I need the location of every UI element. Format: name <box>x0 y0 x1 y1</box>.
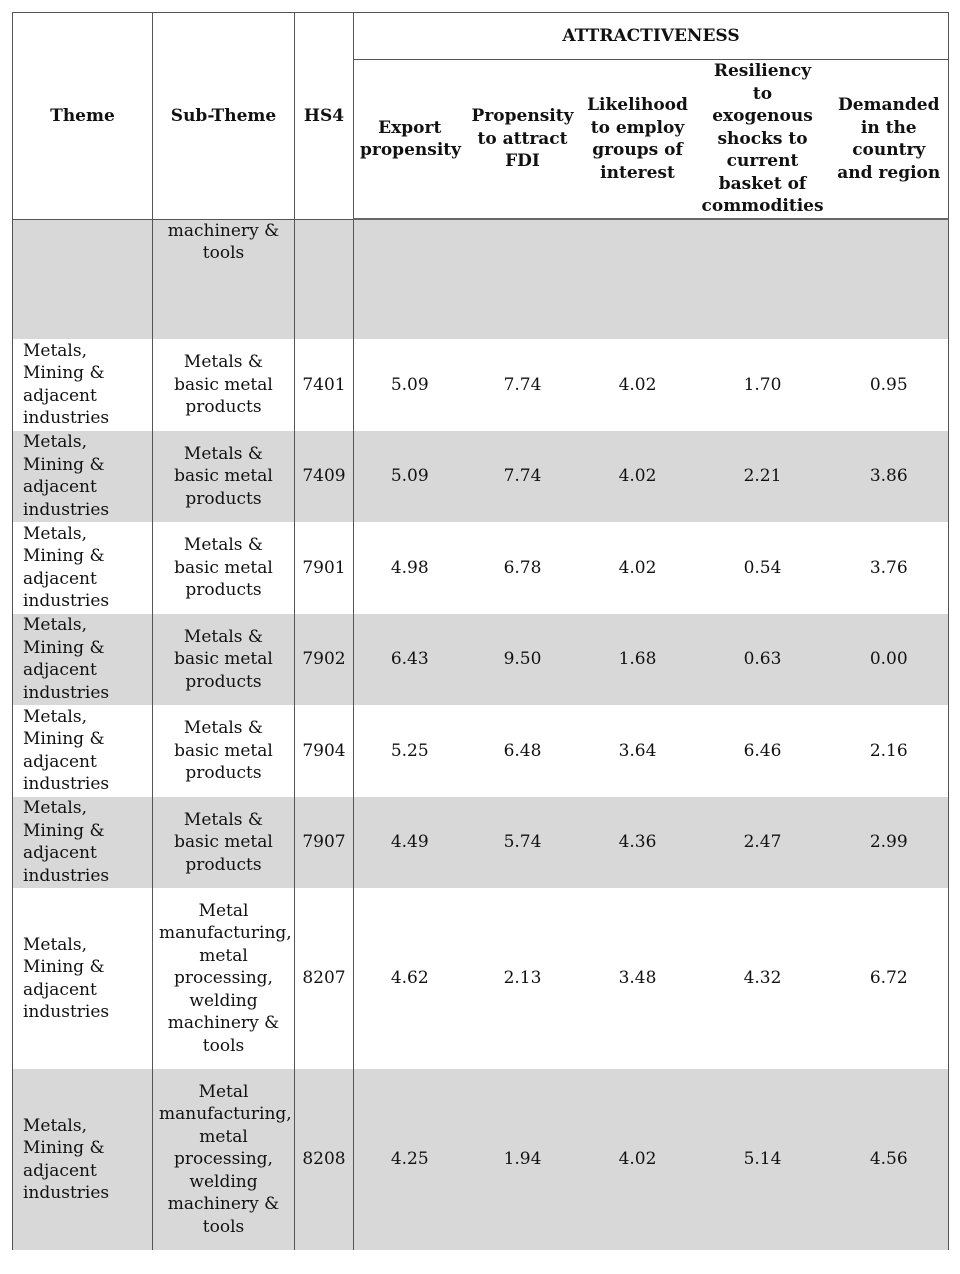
table-row <box>13 431 949 523</box>
cell-fdi: 7.74 <box>466 431 580 523</box>
cell-fdi <box>466 219 580 339</box>
table-row <box>13 614 949 706</box>
cell-theme: Metals, Mining & adjacent industries <box>13 339 153 431</box>
cell-resiliency: 6.46 <box>696 705 830 797</box>
table-row <box>13 522 949 614</box>
cell-sub-theme: Metal manufacturing, metal processing, welding machinery & tools <box>153 888 295 1069</box>
cell-export <box>354 219 466 339</box>
cell-demanded: 0.00 <box>830 614 949 706</box>
cell-demanded <box>830 219 949 339</box>
cell-demanded: 2.99 <box>830 797 949 889</box>
cell-resiliency: 5.14 <box>696 1069 830 1250</box>
cell-fdi: 5.74 <box>466 797 580 889</box>
cell-export: 4.98 <box>354 522 466 614</box>
header-theme: Theme <box>13 13 153 220</box>
table-row <box>13 797 949 889</box>
cell-demanded: 4.56 <box>830 1069 949 1250</box>
table-row-continuation <box>13 219 949 339</box>
cell-demanded: 3.76 <box>830 522 949 614</box>
cell-resiliency: 0.63 <box>696 614 830 706</box>
cell-fdi: 1.94 <box>466 1069 580 1250</box>
header-sub-theme: Sub-Theme <box>153 13 295 220</box>
cell-fdi: 9.50 <box>466 614 580 706</box>
cell-fdi: 2.13 <box>466 888 580 1069</box>
header-export-propensity: Export propensity <box>354 60 466 220</box>
header-hs4: HS4 <box>295 13 354 220</box>
header-propensity-fdi: Propensity to attract FDI <box>466 60 580 220</box>
cell-employ: 3.64 <box>580 705 696 797</box>
cell-sub-theme: machinery & tools <box>153 219 295 339</box>
cell-export: 5.25 <box>354 705 466 797</box>
cell-hs4: 8207 <box>295 888 354 1069</box>
cell-resiliency: 2.21 <box>696 431 830 523</box>
attractiveness-table <box>12 12 949 1250</box>
cell-sub-theme: Metals & basic metal products <box>153 614 295 706</box>
cell-theme: Metals, Mining & adjacent industries <box>13 797 153 889</box>
cell-theme: Metals, Mining & adjacent industries <box>13 888 153 1069</box>
table-row <box>13 705 949 797</box>
cell-hs4 <box>295 219 354 339</box>
cell-hs4: 7902 <box>295 614 354 706</box>
table-row <box>13 1069 949 1250</box>
header-likelihood-employ: Likelihood to employ groups of interest <box>580 60 696 220</box>
cell-employ <box>580 219 696 339</box>
cell-export: 4.25 <box>354 1069 466 1250</box>
cell-demanded: 3.86 <box>830 431 949 523</box>
header-demanded: Demanded in the country and region <box>830 60 949 220</box>
cell-theme: Metals, Mining & adjacent industries <box>13 522 153 614</box>
cell-theme: Metals, Mining & adjacent industries <box>13 705 153 797</box>
header-attractiveness: ATTRACTIVENESS <box>354 13 949 60</box>
cell-demanded: 6.72 <box>830 888 949 1069</box>
cell-demanded: 0.95 <box>830 339 949 431</box>
cell-export: 5.09 <box>354 339 466 431</box>
cell-sub-theme: Metals & basic metal products <box>153 339 295 431</box>
cell-employ: 4.02 <box>580 431 696 523</box>
cell-hs4: 7409 <box>295 431 354 523</box>
cell-resiliency: 1.70 <box>696 339 830 431</box>
cell-fdi: 6.78 <box>466 522 580 614</box>
header-resiliency: Resiliency to exogenous shocks to current basket of commodities <box>696 60 830 220</box>
cell-hs4: 7907 <box>295 797 354 889</box>
cell-sub-theme: Metals & basic metal products <box>153 705 295 797</box>
cell-hs4: 7901 <box>295 522 354 614</box>
table-row <box>13 339 949 431</box>
cell-fdi: 6.48 <box>466 705 580 797</box>
cell-sub-theme: Metals & basic metal products <box>153 431 295 523</box>
cell-theme: Metals, Mining & adjacent industries <box>13 431 153 523</box>
cell-export: 5.09 <box>354 431 466 523</box>
cell-employ: 3.48 <box>580 888 696 1069</box>
cell-theme <box>13 219 153 339</box>
cell-hs4: 7904 <box>295 705 354 797</box>
cell-export: 4.62 <box>354 888 466 1069</box>
cell-employ: 1.68 <box>580 614 696 706</box>
cell-resiliency: 2.47 <box>696 797 830 889</box>
cell-employ: 4.02 <box>580 522 696 614</box>
cell-export: 6.43 <box>354 614 466 706</box>
cell-export: 4.49 <box>354 797 466 889</box>
cell-resiliency: 0.54 <box>696 522 830 614</box>
cell-hs4: 7401 <box>295 339 354 431</box>
cell-sub-theme: Metal manufacturing, metal processing, welding machinery & tools <box>153 1069 295 1250</box>
cell-employ: 4.02 <box>580 1069 696 1250</box>
cell-employ: 4.36 <box>580 797 696 889</box>
cell-resiliency: 4.32 <box>696 888 830 1069</box>
cell-hs4: 8208 <box>295 1069 354 1250</box>
cell-demanded: 2.16 <box>830 705 949 797</box>
cell-theme: Metals, Mining & adjacent industries <box>13 614 153 706</box>
cell-resiliency <box>696 219 830 339</box>
cell-employ: 4.02 <box>580 339 696 431</box>
cell-sub-theme: Metals & basic metal products <box>153 797 295 889</box>
cell-theme: Metals, Mining & adjacent industries <box>13 1069 153 1250</box>
cell-sub-theme: Metals & basic metal products <box>153 522 295 614</box>
table-row <box>13 888 949 1069</box>
cell-fdi: 7.74 <box>466 339 580 431</box>
